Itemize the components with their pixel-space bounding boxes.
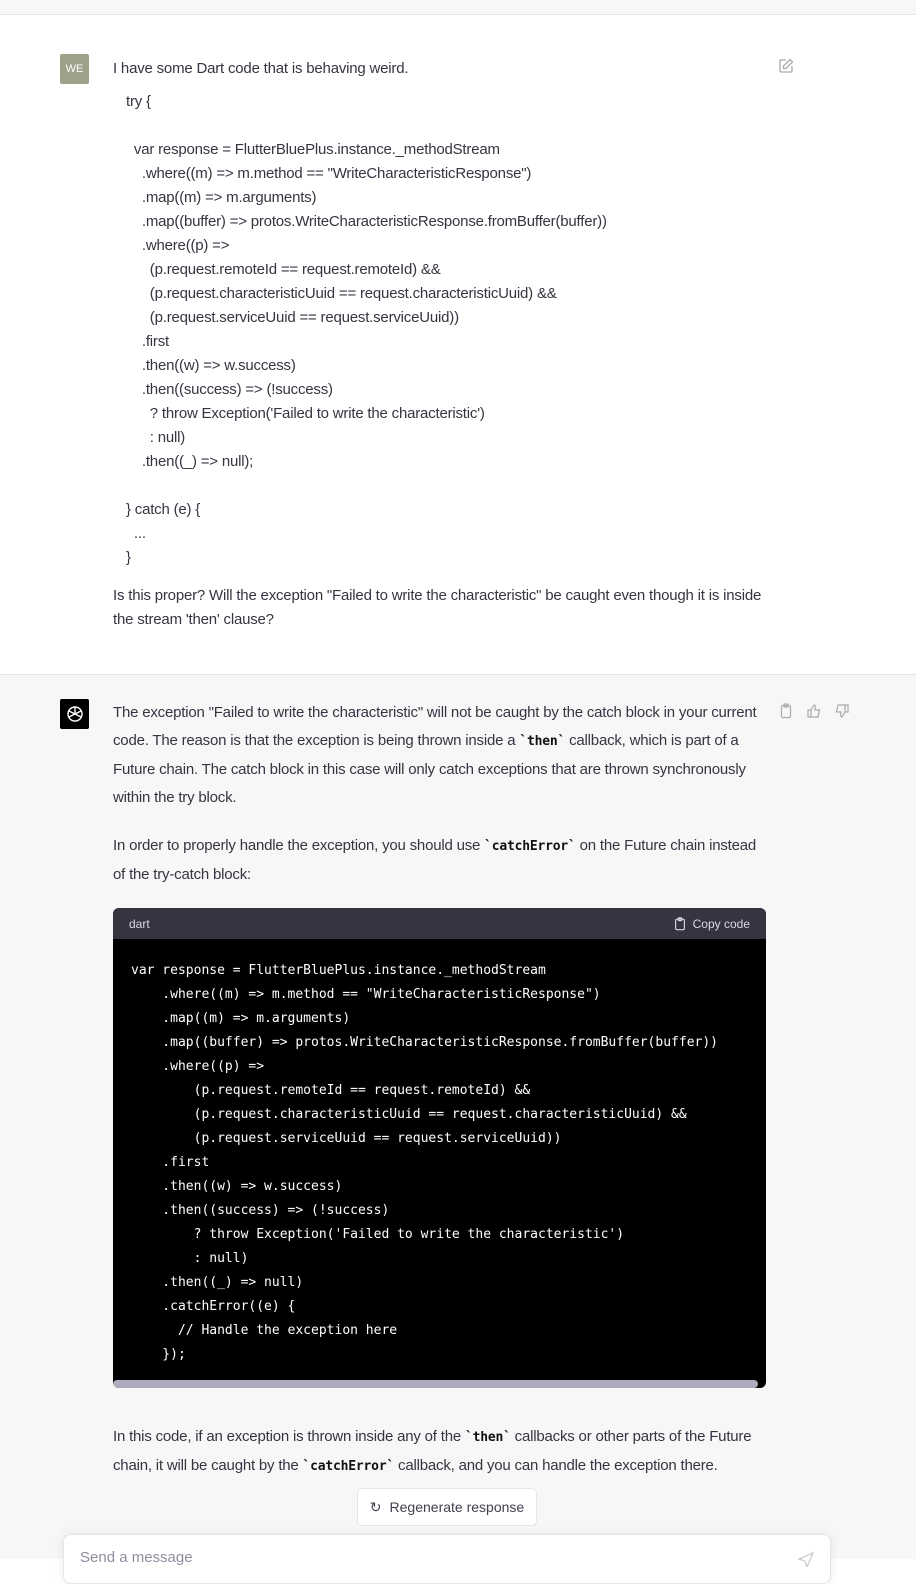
code-line: .where((m) => m.method == "WriteCharacteristicResponse") [131,987,601,1002]
code-block [113,908,766,1388]
user-avatar: WE [60,54,89,84]
code-line: .where((p) => [126,237,230,254]
code-line: } [126,549,131,566]
code-line: (p.request.characteristicUuid == request.characteristicUuid) && [131,1107,687,1122]
code-line: var response = FlutterBluePlus.instance._methodStream [126,141,500,158]
code-line: (p.request.characteristicUuid == request.characteristicUuid) && [126,285,557,302]
code-line: .then((w) => w.success) [131,1179,343,1194]
answer-paragraph-1: The exception "Failed to write the characteristic" will not be caught by the catch block in your current code. The reason is that the exception is being thrown inside a `then` callback, which is part of a Future chain. The catch block in this case will only catch exceptions that are thrown synchronously within the try block. [113,704,757,806]
code-line: .then((_) => null) [131,1275,304,1290]
code-line: .map((buffer) => protos.WriteCharacteristicResponse.fromBuffer(buffer)) [131,1035,718,1050]
code-line: .where((p) => [131,1059,265,1074]
code-line: .map((m) => m.arguments) [126,189,317,206]
code-line: : null) [126,429,186,446]
clipboard-icon [673,917,687,931]
copy-code-button[interactable]: Copy code [673,917,750,931]
copy-icon[interactable] [778,703,794,719]
thumbs-down-icon[interactable] [834,703,850,719]
code-line: .then((_) => null); [126,453,254,470]
code-line: .map((buffer) => protos.WriteCharacteristicResponse.fromBuffer(buffer)) [126,213,607,230]
code-line: .then((w) => w.success) [126,357,296,374]
send-icon[interactable] [798,1551,814,1567]
code-line: try { [126,93,151,110]
top-bar [0,0,916,15]
code-line: (p.request.remoteId == request.remoteId) && [126,261,441,278]
code-language: dart [129,916,150,931]
code-line: (p.request.serviceUuid == request.serviceUuid)) [131,1131,562,1146]
code-line: ? throw Exception('Failed to write the characteristic') [131,1227,625,1242]
assistant-logo-icon [60,699,89,729]
message-input[interactable]: Send a message [63,1534,831,1584]
code-line: .catchError((e) { [131,1299,296,1314]
user-message [0,15,916,675]
answer-paragraph-2: In order to properly handle the exception, you should use `catchError` on the Future chain instead of the try-catch block: [113,837,757,883]
code-line: .where((m) => m.method == "WriteCharacteristicResponse") [126,165,532,182]
code-line: (p.request.serviceUuid == request.serviceUuid)) [126,309,459,326]
code-line: .then((success) => (!success) [131,1203,390,1218]
code-line: .first [126,333,170,350]
code-line: (p.request.remoteId == request.remoteId) && [131,1083,531,1098]
code-line: }); [131,1347,186,1362]
code-line: : null) [131,1251,249,1266]
code-line: // Handle the exception here [131,1323,398,1338]
user-question: Is this proper? Will the exception "Failed to write the characteristic" be caught even though it is inside the stream 'then' clause? [113,587,762,628]
thumbs-up-icon[interactable] [806,703,822,719]
code-line: .map((m) => m.arguments) [131,1011,351,1026]
edit-icon[interactable] [778,58,794,74]
code-line [126,474,773,498]
code-line: ? throw Exception('Failed to write the characteristic') [126,405,485,422]
code-line: } catch (e) { [126,501,201,518]
user-intro: I have some Dart code that is behaving weird. [113,60,409,77]
horizontal-scrollbar[interactable] [113,1380,758,1388]
code-line: .then((success) => (!success) [126,381,333,398]
code-content [113,939,766,1367]
assistant-message [0,675,916,1559]
code-line: ... [126,525,146,542]
code-line: .first [131,1155,210,1170]
refresh-icon: ↻ [369,1498,382,1515]
answer-paragraph-3: In this code, if an exception is thrown inside any of the `then` callbacks or other parts of the Future chain, it will be caught by the `catchError` callback, and you can handle the exception there. [113,1428,752,1474]
user-code [126,90,773,570]
code-line: var response = FlutterBluePlus.instance._methodStream [131,963,546,978]
code-line [126,114,773,138]
regenerate-response-button[interactable]: ↻ Regenerate response [357,1488,537,1526]
